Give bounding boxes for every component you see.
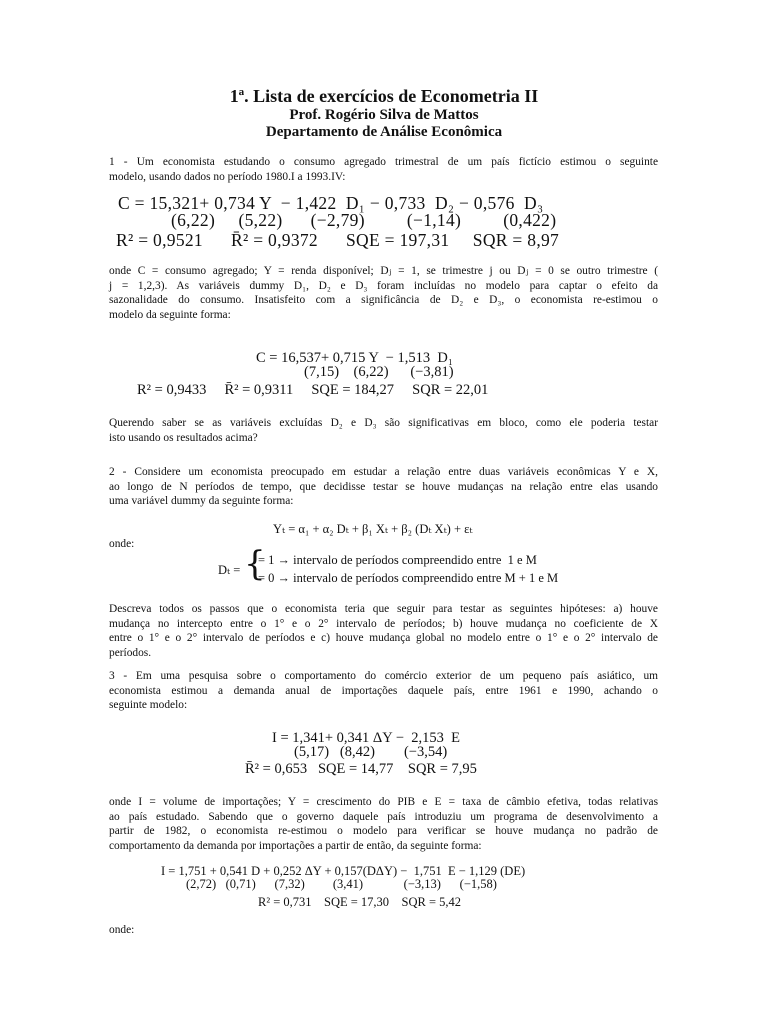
q1-intro-line: 1 - Um economista estudando o consumo agregado trimestral de um país fictício estimou o seguinte	[109, 156, 658, 168]
q2-text-line: Descreva todos os passos que o economista teria que seguir para testar as seguintes hipóteses: a) houve	[109, 603, 658, 615]
document-title: 1ª. Lista de exercícios de Econometria II	[229, 86, 539, 106]
q3-equation-1: I = 1,341+ 0,341 ΔY − 2,153 E	[272, 730, 460, 746]
q2-text	[109, 602, 658, 661]
q3-equation-2-stats: R² = 0,731 SQE = 17,30 SQR = 5,42	[258, 895, 462, 909]
professor-name: Prof. Rogério Silva de Mattos	[289, 107, 479, 123]
q1-intro-line: modelo, usando dados no período 1980.I a 1993.IV:	[109, 170, 346, 183]
q2-onde-label: onde:	[109, 538, 135, 550]
q2-dummy-label: Dₜ =	[218, 563, 241, 577]
q1-question-line: Querendo saber se as variáveis excluídas D₂ e D₃ são significativas em bloco, como ele poderia testar	[109, 417, 658, 429]
q2-dummy-case-1: = 1 → intervalo de períodos compreendido entre 1 e M	[258, 553, 537, 567]
q1-equation-2-tstats: (7,15) (6,22) (−3,81)	[304, 364, 454, 380]
q2-intro-line: ao longo de N períodos de tempo, que decidisse testar se houve mudanças na relação entre elas usando	[109, 480, 658, 493]
q1-equation-1-stats: R² = 0,9521 R̄² = 0,9372 SQE = 197,31 SQR = 8,97	[116, 230, 560, 250]
q2-text-line: mudança no intercepto entre o 1° e o 2° intervalo de períodos; b) houve mudança no coeficiente de X	[109, 617, 658, 630]
q1-question-line: isto usando os resultados acima?	[109, 431, 258, 444]
q3-intro	[109, 669, 658, 713]
q3-equation-1-stats: R̄² = 0,653 SQE = 14,77 SQR = 7,95	[245, 761, 477, 777]
q3-intro-line: economista estimou a demanda anual de importações daquele país, entre 1961 e 1990, achando o	[109, 684, 658, 697]
q2-text-line: entre o 1° e o 2° intervalo de períodos e c) houve mudança global no modelo entre o 1° e o 2° intervalo de	[109, 632, 658, 645]
q1-text-line: onde C = consumo agregado; Y = renda disponível; Dⱼ = 1, se trimestre j ou Dⱼ = 0 se outro trimestre (	[109, 265, 658, 277]
q1-equation-1-tstats: (6,22) (5,22) (−2,79) (−1,14) (0,422)	[171, 210, 557, 230]
q1-equation-2: C = 16,537+ 0,715 Y − 1,513 D₁	[256, 350, 453, 366]
q3-onde-label: onde:	[109, 924, 135, 936]
q3-text-line: onde I = volume de importações; Y = crescimento do PIB e E = taxa de câmbio efetiva, todas relativas	[109, 796, 658, 808]
q2-dummy-case-2: = 0 → intervalo de períodos compreendido entre M + 1 e M	[258, 571, 559, 585]
department-name: Departamento de Análise Econômica	[265, 124, 503, 140]
q3-equation-2: I = 1,751 + 0,541 D + 0,252 ΔY + 0,157(DΔY) − 1,751 E − 1,129 (DE)	[161, 864, 526, 878]
q3-intro-line: seguinte modelo:	[109, 699, 188, 712]
q3-text-line: comportamento da demanda por importações a partir de então, da seguinte forma:	[109, 840, 482, 853]
q2-model-equation: Yₜ = α₁ + α₂ Dₜ + β₁ Xₜ + β₂ (Dₜ Xₜ) + εₜ	[273, 522, 473, 536]
q2-intro-line: 2 - Considere um economista preocupado em estudar a relação entre duas variáveis econômicas Y e X,	[109, 466, 658, 478]
q1-text-line: modelo da seguinte forma:	[109, 309, 231, 322]
q1-intro	[109, 155, 658, 184]
q3-intro-line: 3 - Em uma pesquisa sobre o comportamento do comércio exterior de um pequeno país asiático, um	[109, 670, 658, 682]
q1-text-line: sazonalidade do consumo. Insatisfeito com a significância de D₂ e D₃, o economista re-estimou o	[109, 294, 658, 307]
q3-equation-1-tstats: (5,17) (8,42) (−3,54)	[294, 744, 448, 760]
q3-equation-2-tstats: (2,72) (0,71) (7,32) (3,41) (−3,13) (−1,58)	[186, 877, 497, 891]
left-brace-icon: {	[244, 544, 266, 584]
q1-question	[109, 416, 658, 445]
q1-text	[109, 264, 658, 323]
q3-text-line: partir de 1982, o economista re-estimou o modelo para verificar se houve mudança no padrão de	[109, 825, 658, 838]
q3-text	[109, 795, 658, 854]
q1-text-line: j = 1,2,3). As variáveis dummy D₁, D₂ e D₃ foram incluídas no modelo para captar o efeito da	[109, 279, 658, 292]
q3-text-line: ao país estudado. Sabendo que o governo daquele país introduziu um programa de desenvolvimento a	[109, 810, 658, 823]
q2-intro-line: uma variável dummy da seguinte forma:	[109, 495, 294, 508]
q1-equation-2-stats: R² = 0,9433 R̄² = 0,9311 SQE = 184,27 SQR = 22,01	[137, 382, 489, 398]
q3-onde	[109, 923, 658, 938]
q1-equation-1: C = 15,321+ 0,734 Y − 1,422 D₁ − 0,733 D₂ − 0,576 D₃	[118, 193, 544, 213]
q2-text-line: períodos.	[109, 647, 152, 660]
q2-intro	[109, 465, 658, 509]
